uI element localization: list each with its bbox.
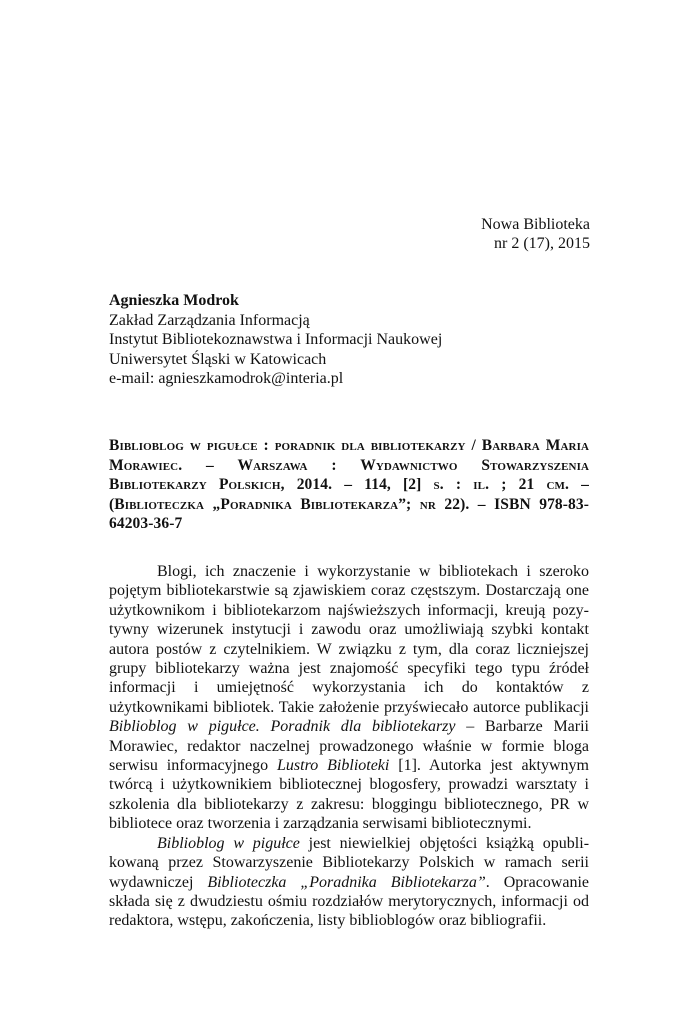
author-department: Zakład Zarządzania Informacją: [109, 311, 310, 329]
journal-name: Nowa Biblioteka: [481, 216, 590, 233]
author-block: [109, 291, 442, 389]
author-email: e-mail: agnieszkamodrok@interia.pl: [109, 370, 344, 387]
paragraph-2: [109, 834, 589, 931]
series-title-italic: Biblioteczka „Poradnika Bibliotekarza”: [207, 873, 486, 891]
paragraph-2-text-b: . Opracowanie składa się z dwudziestu ośmiu rozdziałów merytorycznych, informacji od redaktora, wstępu, zakończenia, listy biblioblogów oraz bibliografii.: [109, 873, 589, 930]
journal-header: [481, 215, 590, 253]
paragraph-2-text-a: jest niewielkiej objętości książką opublikowaną przez Stowarzyszenie Bibliotekarzy Polskich w ramach serii wydawniczej: [109, 834, 590, 891]
blog-title-italic: Lustro Biblioteki: [277, 757, 390, 775]
author-name: Agnieszka Modrok: [109, 292, 239, 309]
book-reference: Biblioblog w pigułce : poradnik dla bibliotekarzy / Barbara Maria Morawiec. – Warszawa : Wydawnictwo Stowarzyszenia Bibliotekarzy Polskich, 2014. – 114, [2] s. : il. ; 21 cm. – (Biblioteczka „Poradnika Bibliotekarza”; nr 22). – ISBN 978-83-64203-36-7: [109, 437, 589, 532]
author-institute: Instytut Bibliotekoznawstwa i Informacji Naukowej: [109, 331, 443, 348]
paragraph-1-text-c: [1]. Autorka jest aktywnym twórcą i użytkownikiem bibliotecznej blogosfery, prowadzi warsztaty i szkolenia dla bibliotekarzy z zakresu: bloggingu bibliotecznego, PR w bibliotece oraz tworzenia i zarządzania serwisami bibliotecznymi.: [109, 757, 590, 833]
paragraph-1-text-b: – Barbarze Marii Morawiec, redaktor naczelnej prowadzonego właśnie w formie bloga serwisu informacyjnego: [109, 718, 589, 775]
book-title-italic: Biblioblog w pigułce. Poradnik dla bibliotekarzy: [109, 718, 456, 736]
book-title-italic-2: Biblioblog w pigułce: [157, 834, 300, 852]
review-body: [109, 562, 589, 931]
journal-issue: nr 2 (17), 2015: [494, 235, 590, 252]
author-university: Uniwersytet Śląski w Katowicach: [109, 350, 327, 368]
paragraph-1: [109, 562, 589, 834]
paragraph-1-text-a: Blogi, ich znaczenie i wykorzystanie w bibliotekach i szeroko pojętym bibliotekarstwie są zjawiskiem coraz częstszym. Dostarczają one użytkownikom i bibliotekarzom najświeższych informacji, kreują pozytywny wizerunek instytucji i zawodu oraz umożliwiają szybki kontakt autora postów z czytelnikiem. W związku z tym, dla coraz liczniejszej grupy bibliotekarzy ważna jest znajomość specyfiki tego typu źródeł informacji i umiejętność wykorzystania ich do kontaktów z użytkownikami bibliotek. Takie założenie przyświecało autorce publikacji: [109, 563, 589, 716]
